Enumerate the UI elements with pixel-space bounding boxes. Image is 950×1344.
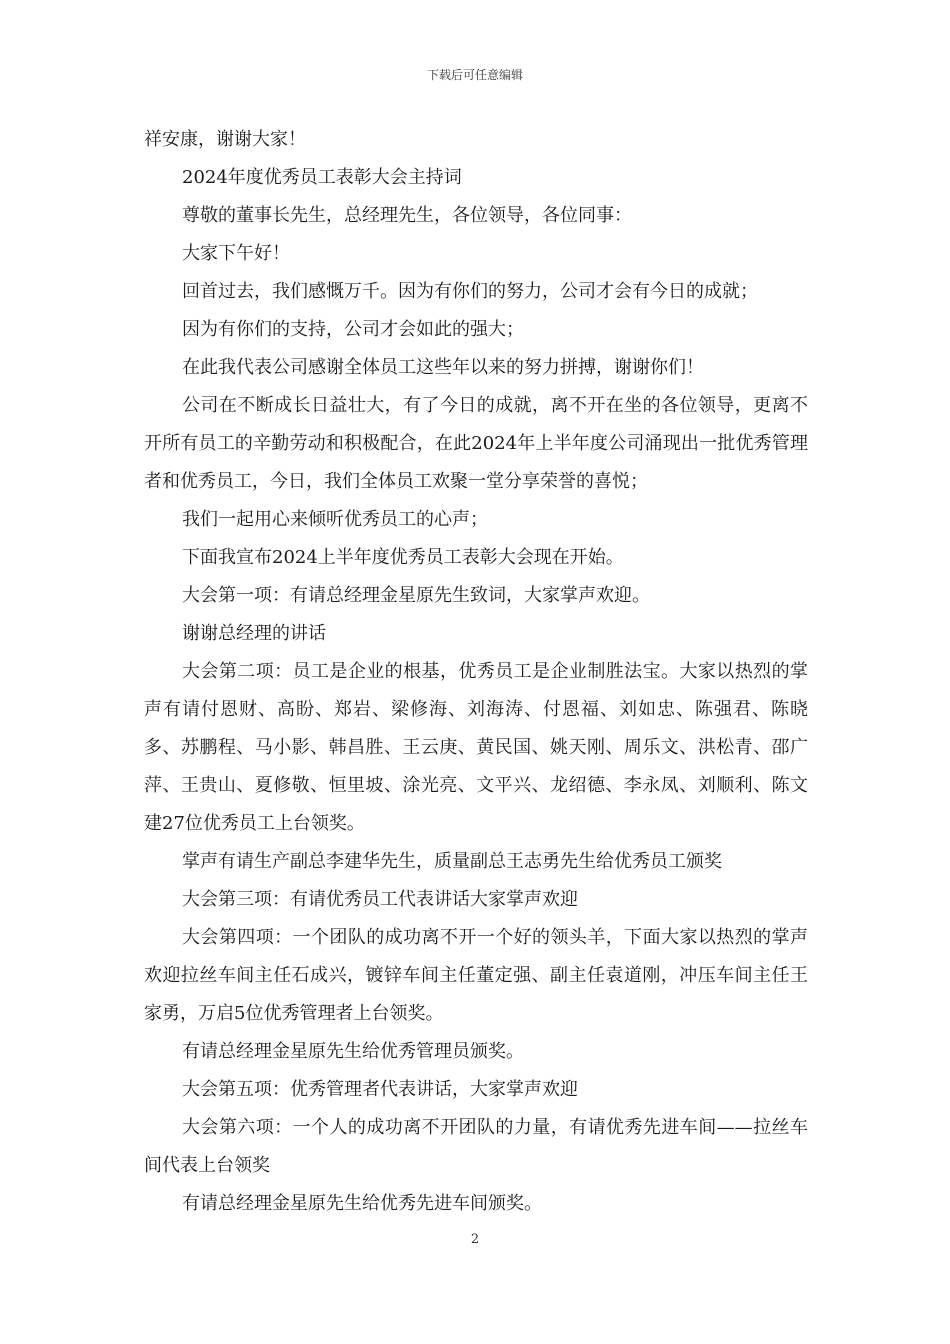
paragraph-item-two: 大会第二项：员工是企业的根基，优秀员工是企业制胜法宝。大家以热烈的掌声有请付恩财、高盼、郑岩、梁修海、刘海涛、付恩福、刘如忠、陈强君、陈晓多、苏鹏程、马小影、韩昌胜、王云庚、黄民国、姚天刚、周乐文、洪松青、邵广萍、王贵山、夏修敬、恒里坡、涂光亮、文平兴、龙绍德、李永凤、刘顺利、陈文建27位优秀员工上台领奖。 xyxy=(144,661,808,834)
paragraph-closing-line: 祥安康，谢谢大家！ xyxy=(144,129,306,150)
paragraph-item-six: 大会第六项：一个人的成功离不开团队的力量，有请优秀先进车间——拉丝车间代表上台领奖 xyxy=(144,1117,808,1176)
document-body xyxy=(144,121,808,1223)
paragraph-greeting: 大家下午好！ xyxy=(182,243,290,264)
page-header: 下载后可任意编辑 xyxy=(426,68,523,82)
paragraph-item-one: 大会第一项：有请总经理金星原先生致词，大家掌声欢迎。 xyxy=(182,585,650,606)
paragraph-item-three: 大会第三项：有请优秀员工代表讲话大家掌声欢迎 xyxy=(182,889,578,910)
paragraph-support: 因为有你们的支持，公司才会如此的强大； xyxy=(182,319,524,340)
paragraph-item-four: 大会第四项：一个团队的成功离不开一个好的领头羊，下面大家以热烈的掌声欢迎拉丝车间主任石成兴，镀锌车间主任董定强、副主任袁道刚，冲压车间主任王家勇，万启5位优秀管理者上台领奖。 xyxy=(144,927,808,1024)
page-number: 2 xyxy=(470,1232,480,1247)
paragraph-salutation: 尊敬的董事长先生，总经理先生，各位领导，各位同事： xyxy=(182,205,632,226)
paragraph-manager-award: 有请总经理金星原先生给优秀管理员颁奖。 xyxy=(182,1041,524,1062)
paragraph-item-five: 大会第五项：优秀管理者代表讲话，大家掌声欢迎 xyxy=(182,1079,578,1100)
paragraph-workshop-award: 有请总经理金星原先生给优秀先进车间颁奖。 xyxy=(182,1193,542,1214)
paragraph-award-presenters: 掌声有请生产副总李建华先生，质量副总王志勇先生给优秀员工颁奖 xyxy=(182,851,722,872)
paragraph-listen: 我们一起用心来倾听优秀员工的心声； xyxy=(182,509,488,530)
paragraph-thanks-speech: 谢谢总经理的讲话 xyxy=(182,623,326,644)
paragraph-title: 2024年度优秀员工表彰大会主持词 xyxy=(182,167,462,188)
paragraph-opening: 下面我宣布2024上半年度优秀员工表彰大会现在开始。 xyxy=(182,547,624,568)
paragraph-company-growth: 公司在不断成长日益壮大，有了今日的成就，离不开在坐的各位领导，更离不开所有员工的辛勤劳动和积极配合，在此2024年上半年度公司涌现出一批优秀管理者和优秀员工，今日，我们全体员工欢聚一堂分享荣誉的喜悦； xyxy=(144,395,808,492)
paragraph-retrospect: 回首过去，我们感慨万千。因为有你们的努力，公司才会有今日的成就； xyxy=(182,281,758,302)
paragraph-thanks: 在此我代表公司感谢全体员工这些年以来的努力拼搏，谢谢你们！ xyxy=(182,357,704,378)
